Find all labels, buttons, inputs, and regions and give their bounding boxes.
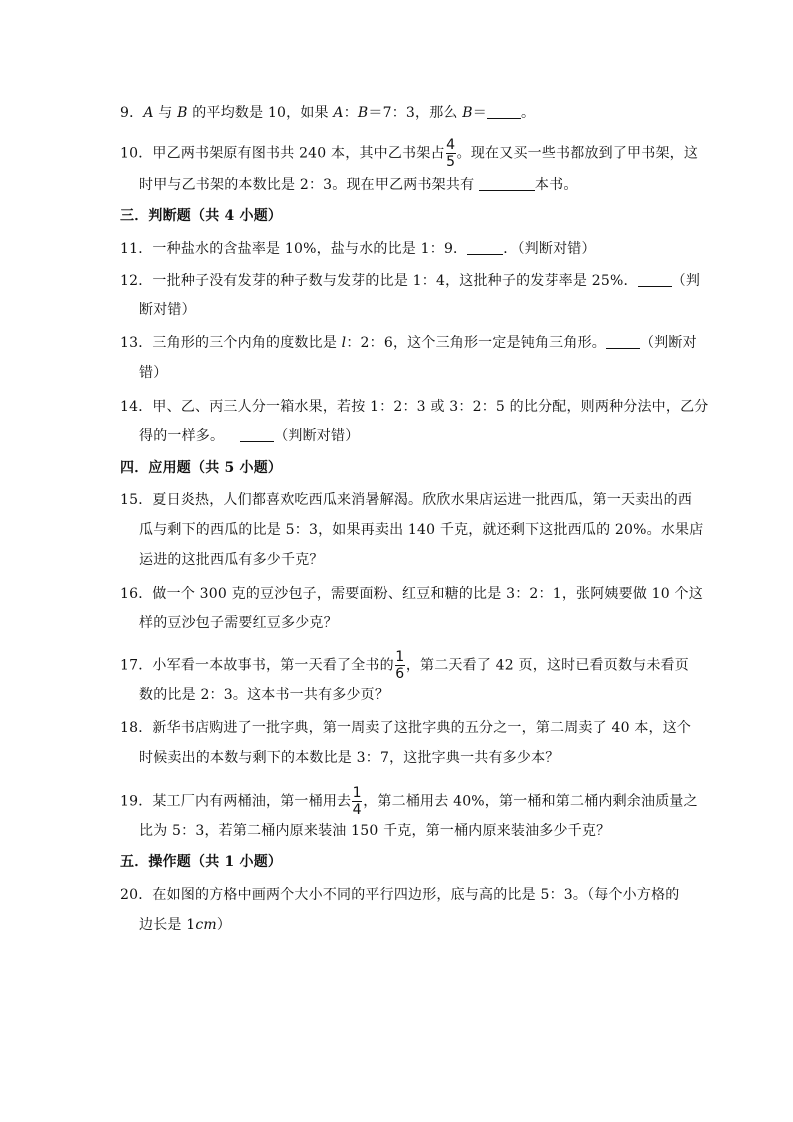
question-15-line-2: 瓜与剩下的西瓜的比是 5：3，如果再卖出 140 千克，就还剩下这批西瓜的 20%。水果店 <box>139 522 704 538</box>
q20-text: ） <box>216 917 232 933</box>
fraction-denominator: 4 <box>352 802 362 818</box>
q11-text: 一种盐水的含盐率是 10%，盐与水的比是 1：9． <box>152 241 468 257</box>
q19-text: 某工厂内有两桶油，第一桶用去 <box>152 793 352 810</box>
q20-text: 边长是 1 <box>139 917 196 933</box>
question-12-line-2: 断对错） <box>139 302 196 318</box>
q13-number: 13． <box>120 335 153 351</box>
fraction-denominator: 6 <box>395 666 405 682</box>
question-15 <box>120 491 692 509</box>
q10-number: 10． <box>120 145 153 162</box>
q13-var-l: l <box>341 335 347 351</box>
q11-number: 11． <box>120 241 153 257</box>
question-20 <box>120 886 679 904</box>
q9-var-b: B <box>462 105 473 121</box>
q17-text: 小军看一本故事书，第一天看了全书的 <box>152 657 394 674</box>
fraction-numerator: 1 <box>395 649 405 665</box>
q14-text: （判断对错） <box>274 428 360 444</box>
question-18 <box>120 719 691 737</box>
q19-text: ，第二桶用去 40%，第一桶和第二桶内剩余油质量之 <box>363 793 698 810</box>
question-9 <box>120 104 535 122</box>
question-17 <box>120 650 689 681</box>
fraction-numerator: 4 <box>446 137 456 153</box>
q10-text: 甲乙两书架原有图书共 240 本，其中乙书架占 <box>152 145 445 162</box>
q13-text: ：2：6，这个三角形一定是钝角三角形。 <box>346 335 606 351</box>
q16-number: 16． <box>120 586 153 602</box>
question-17-line-2: 数的比是 2：3。这本书一共有多少页？ <box>139 687 390 703</box>
question-19-line-2: 比为 5：3，若第二桶内原来装油 150 千克，第一桶内原来装油多少千克？ <box>139 823 611 839</box>
section-heading-judgment: 三．判断题（共 4 小题） <box>120 208 283 224</box>
question-14-line-2 <box>139 427 359 445</box>
q17-text: ，第二天看了 42 页，这时已看页数与未看页 <box>405 657 689 674</box>
fraction-four-fifths <box>446 138 456 169</box>
q12-text: （判 <box>671 273 701 289</box>
q9-number: 9． <box>120 105 144 121</box>
q20-number: 20． <box>120 887 153 903</box>
q9-text: 。 <box>521 105 536 121</box>
q15-number: 15． <box>120 492 153 508</box>
q12-text: 一批种子没有发芽的种子数与发芽的比是 1：4，这批种子的发芽率是 25%． <box>152 273 638 289</box>
q11-text: ．（判断对错） <box>503 241 596 257</box>
q13-text: （判断对 <box>639 335 697 351</box>
answer-blank[interactable] <box>479 177 535 191</box>
q15-text: 夏日炎热，人们都喜欢吃西瓜来消暑解渴。欣欣水果店运进一批西瓜，第一天卖出的西 <box>152 492 693 508</box>
answer-blank[interactable] <box>638 273 672 287</box>
answer-blank[interactable] <box>467 241 503 255</box>
question-19 <box>120 786 698 817</box>
q9-text: 的平均数是 10，如果 <box>187 105 334 121</box>
q16-text: 做一个 300 克的豆沙包子，需要面粉、红豆和糖的比是 3：2：1，张阿姨要做 10 个这 <box>152 586 703 602</box>
q12-number: 12． <box>120 273 153 289</box>
question-13-line-2: 错） <box>139 365 168 381</box>
q10-text: 本书。 <box>534 177 578 193</box>
q13-text: 三角形的三个内角的度数比是 <box>152 335 342 351</box>
fraction-one-fourth <box>352 786 362 817</box>
question-20-line-2 <box>139 916 231 934</box>
q20-text: 在如图的方格中画两个大小不同的平行四边形，底与高的比是 5：3。（每个小方格的 <box>152 887 680 903</box>
q9-var-b: B <box>357 105 369 121</box>
q14-text: 甲、乙、丙三人分一箱水果，若按 1：2：3 或 3：2：5 的比分配，则两种分法中，乙分 <box>152 399 709 415</box>
q10-text: 。现在又买一些书都放到了甲书架，这 <box>456 145 699 162</box>
question-12 <box>120 272 700 290</box>
q9-text: ： <box>343 105 358 121</box>
question-10-line-2 <box>139 176 578 194</box>
q18-text: 新华书店购进了一批字典，第一周卖了这批字典的五分之一，第二周卖了 40 本，这个 <box>152 720 692 736</box>
question-11 <box>120 240 596 258</box>
question-10 <box>120 138 698 169</box>
q20-unit: cm <box>195 917 217 933</box>
q9-var-a: A <box>143 105 154 121</box>
q9-text: ＝7：3，那么 <box>368 105 463 121</box>
q17-number: 17． <box>120 657 153 674</box>
question-18-line-2: 时候卖出的本数与剩下的本数比是 3：7，这批字典一共有多少本？ <box>139 750 560 766</box>
q19-number: 19． <box>120 793 153 810</box>
fraction-numerator: 1 <box>352 785 362 801</box>
q10-text: 时甲与乙书架的本数比是 2：3。现在甲乙两书架共有 <box>139 177 479 193</box>
q18-number: 18． <box>120 720 153 736</box>
fraction-denominator: 5 <box>446 154 456 170</box>
q9-var-b: B <box>177 105 188 121</box>
fraction-one-sixth <box>395 650 405 681</box>
answer-blank[interactable] <box>606 335 640 349</box>
section-heading-application: 四．应用题（共 5 小题） <box>120 460 283 476</box>
q9-text: ＝ <box>472 105 487 121</box>
q14-text: 得的一样多。 <box>139 428 225 444</box>
question-13 <box>120 334 697 352</box>
section-heading-operation: 五．操作题（共 1 小题） <box>120 854 283 870</box>
q9-var-a: A <box>333 105 344 121</box>
question-16-line-2: 样的豆沙包子需要红豆多少克？ <box>139 615 338 631</box>
answer-blank[interactable] <box>240 428 274 442</box>
question-14 <box>120 398 708 416</box>
q14-number: 14． <box>120 399 153 415</box>
answer-blank[interactable] <box>487 105 521 119</box>
question-15-line-3: 运进的这批西瓜有多少千克？ <box>139 552 324 568</box>
q9-text: 与 <box>153 105 178 121</box>
question-16 <box>120 585 703 603</box>
